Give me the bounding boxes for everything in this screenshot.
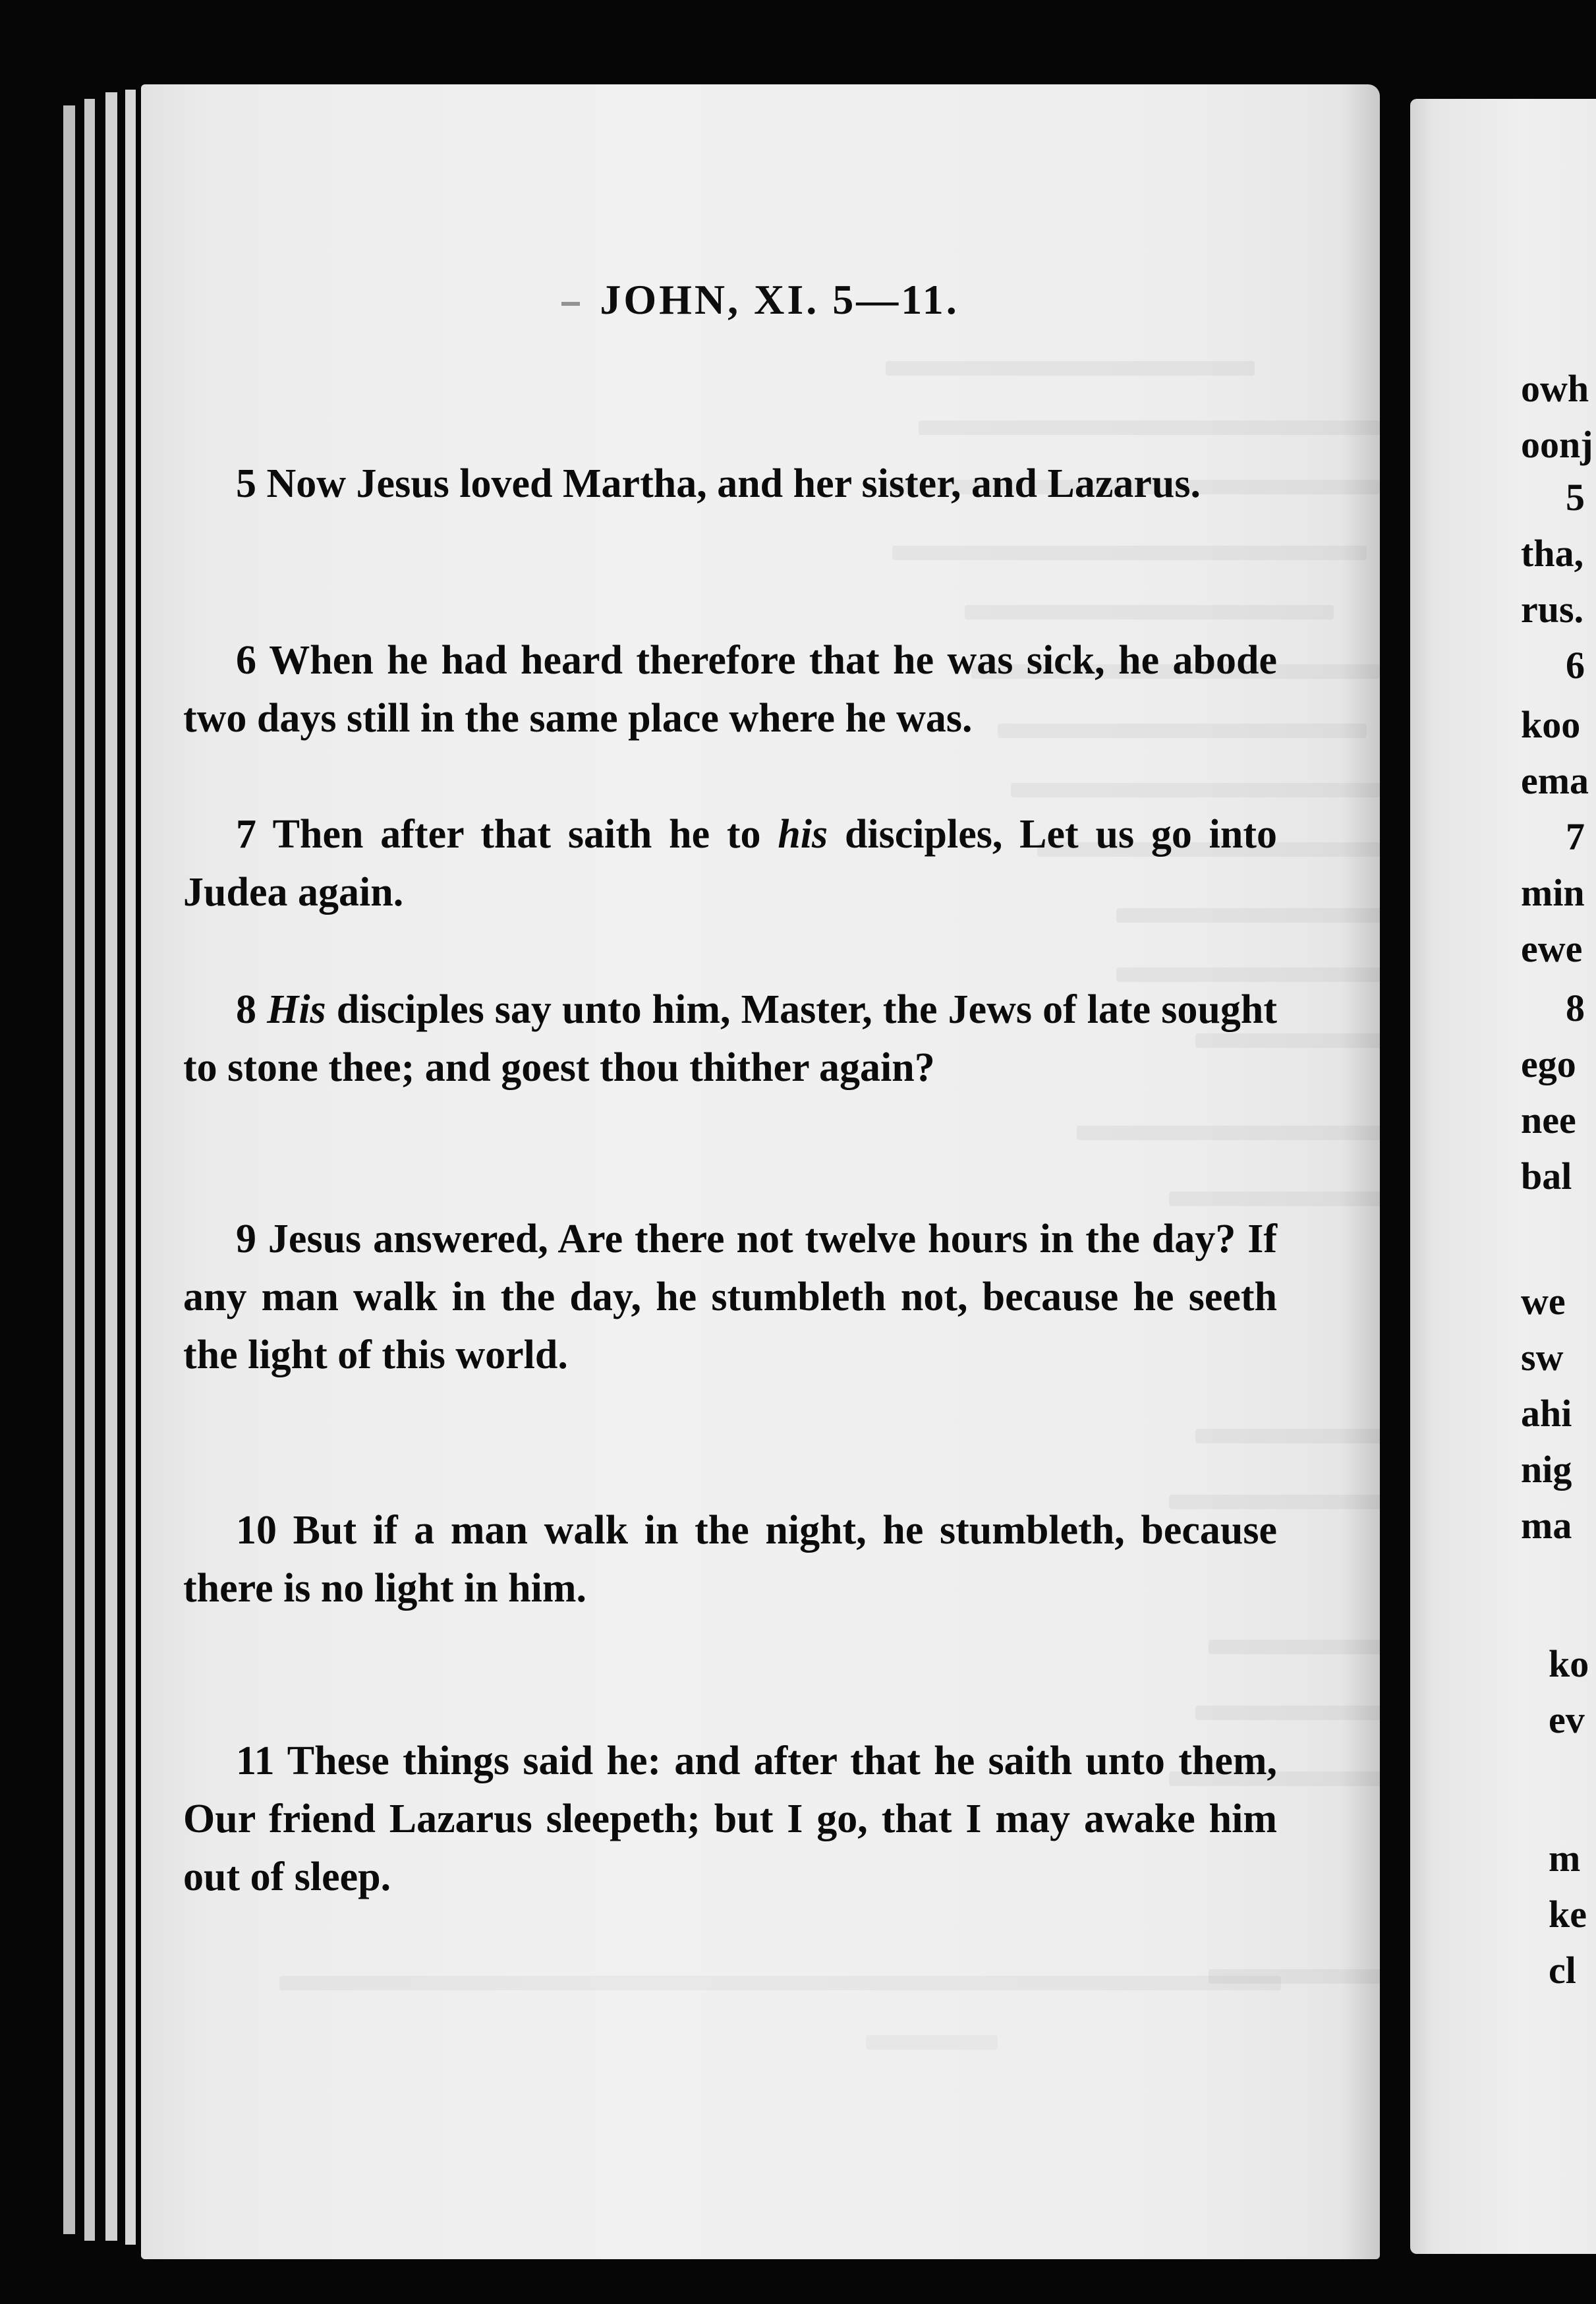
running-head-text: JOHN, XI. 5—11. — [600, 276, 959, 323]
fragment-text: koo — [1521, 703, 1581, 746]
verse-8 — [183, 981, 1277, 1097]
page-edge — [84, 99, 95, 2241]
fragment-text: ema — [1521, 759, 1589, 802]
fragment-text: ma — [1521, 1504, 1572, 1547]
verse-text-post: disciples say unto him, Master, the Jews of late sought to stone thee; and goest thou thither again? — [183, 987, 1278, 1090]
verse-text: But if a man walk in the night, he stumbleth, because there is no light in him. — [183, 1508, 1278, 1611]
verse-text: When he had heard therefore that he was sick, he abode two days still in the same place where he was. — [183, 638, 1277, 741]
verse-10 — [183, 1501, 1277, 1617]
verse-text-italic: his — [778, 812, 828, 857]
verse-number: 8 — [236, 987, 256, 1032]
verse-text: These things said he: and after that he saith unto them, Our friend Lazarus sleepeth; but I go, that I may awake him out of sleep. — [183, 1739, 1277, 1899]
fragment-text: ko — [1549, 1642, 1589, 1685]
page-edge — [105, 92, 117, 2241]
verse-paragraph — [183, 1732, 1277, 1906]
verse-number: 11 — [236, 1739, 275, 1783]
verse-number: 10 — [236, 1508, 277, 1553]
verse-9 — [183, 1210, 1277, 1384]
show-through-texture — [141, 84, 1380, 2259]
fragment-text: rus. — [1521, 588, 1584, 631]
verse-5 — [183, 455, 1277, 513]
fragment-text: 8 — [1566, 987, 1585, 1029]
verse-number: 6 — [236, 638, 256, 683]
fragment-text: m — [1549, 1837, 1581, 1880]
fragment-text: ewe — [1521, 927, 1583, 970]
fragment-text: oonj — [1521, 423, 1593, 466]
fragment-text: 5 — [1566, 476, 1585, 519]
page-edge — [125, 90, 136, 2245]
fragment-text: cl — [1549, 1949, 1576, 1992]
verse-number: 5 — [236, 461, 256, 506]
verse-6 — [183, 631, 1277, 747]
fragment-text: 7 — [1566, 815, 1585, 858]
fragment-text: bal — [1521, 1155, 1572, 1197]
fragment-text: nig — [1521, 1448, 1572, 1491]
page-edge — [63, 105, 75, 2234]
verse-text-post: disciples, Let us go into Judea again. — [183, 812, 1277, 915]
verse-text: Now Jesus loved Martha, and her sister, and Lazarus. — [266, 461, 1201, 506]
head-dash — [561, 302, 580, 306]
fragment-text: we — [1521, 1280, 1566, 1323]
verse-paragraph — [183, 455, 1277, 513]
verse-text-pre: Then after that saith he to — [272, 812, 778, 857]
verse-paragraph — [183, 1501, 1277, 1617]
verse-paragraph — [183, 631, 1277, 747]
fragment-text: ahi — [1521, 1392, 1572, 1435]
right-page-fragment — [1410, 99, 1596, 2254]
verse-number: 9 — [236, 1217, 256, 1261]
verse-text: Jesus answered, Are there not twelve hours in the day? If any man walk in the day, he stumbleth not, because he seeth the light of this world. — [183, 1217, 1278, 1377]
verse-paragraph — [183, 805, 1277, 921]
fragment-text: ke — [1549, 1893, 1587, 1936]
fragment-text: ego — [1521, 1043, 1576, 1085]
fragment-text: min — [1521, 871, 1585, 914]
verse-paragraph — [183, 1210, 1277, 1384]
verse-text-italic: His — [267, 987, 326, 1032]
running-head — [141, 275, 1380, 324]
verse-11 — [183, 1732, 1277, 1906]
fragment-text: nee — [1521, 1099, 1576, 1141]
fragment-text: ev — [1549, 1698, 1585, 1741]
fragment-text: 6 — [1566, 644, 1585, 687]
fragment-text: tha, — [1521, 532, 1584, 575]
left-page — [141, 84, 1380, 2259]
verse-paragraph — [183, 981, 1277, 1097]
fragment-text: sw — [1521, 1336, 1564, 1379]
verse-7 — [183, 805, 1277, 921]
verse-number: 7 — [236, 812, 256, 857]
fragment-text: owh — [1521, 367, 1589, 410]
